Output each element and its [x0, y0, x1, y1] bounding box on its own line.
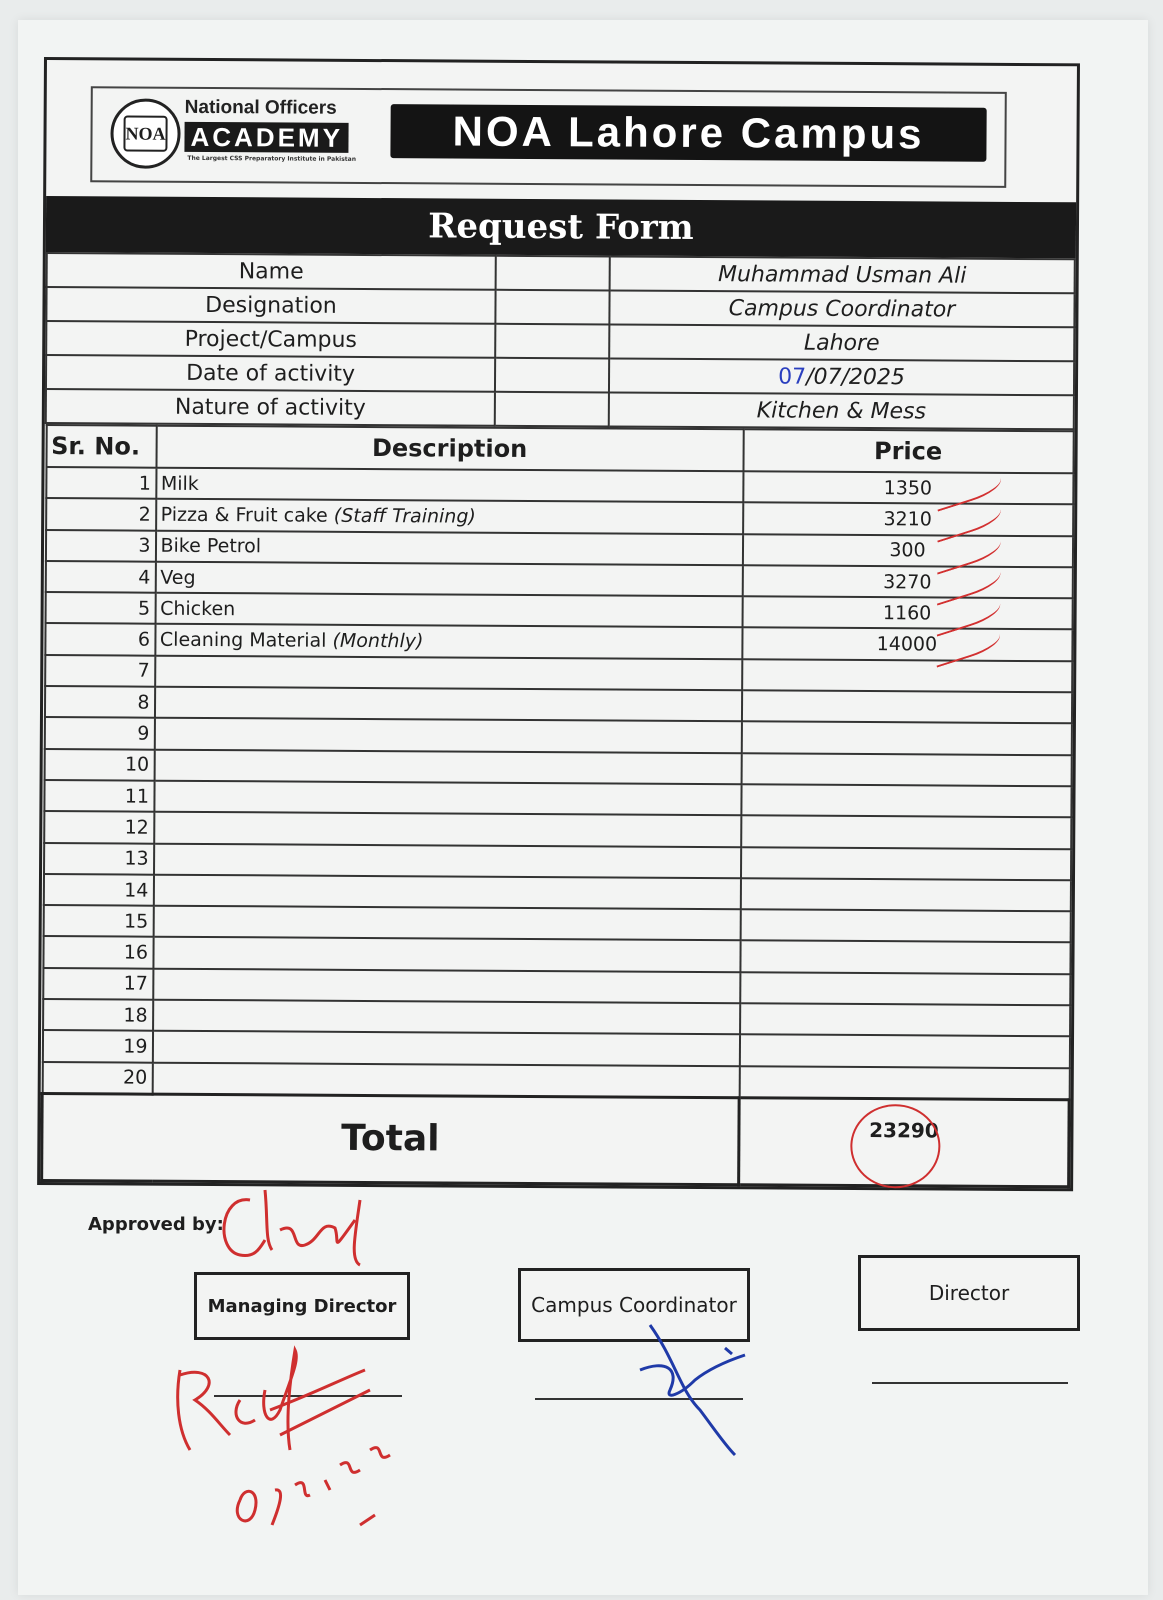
row-price	[740, 1003, 1070, 1036]
row-price	[740, 941, 1070, 974]
row-description	[156, 499, 743, 534]
row-number: 15	[43, 905, 153, 937]
info-blank-cell	[496, 256, 610, 291]
logo-org-name: National Officers	[184, 96, 337, 119]
row-price	[742, 565, 1072, 598]
row-price	[741, 784, 1071, 817]
row-number: 4	[45, 561, 155, 593]
row-description	[152, 1031, 739, 1066]
row-price	[741, 816, 1071, 849]
description-text: Pizza & Fruit cake	[160, 503, 334, 527]
items-header-row	[46, 425, 1073, 473]
total-value-cell	[739, 1098, 1070, 1187]
form-title: Request Form	[46, 196, 1076, 258]
row-description	[154, 687, 741, 722]
total-label: Total	[42, 1093, 740, 1184]
row-price	[742, 659, 1072, 692]
director-label: Director	[928, 1281, 1010, 1305]
banner-frame	[90, 86, 1007, 188]
director-signature-line	[872, 1382, 1068, 1384]
row-price	[742, 596, 1072, 629]
info-value	[609, 358, 1074, 395]
row-price	[740, 878, 1070, 911]
info-blank-cell	[495, 358, 609, 393]
items-table	[40, 424, 1075, 1188]
row-number: 20	[42, 1062, 152, 1094]
row-number: 3	[45, 530, 155, 562]
header-banner	[46, 60, 1077, 202]
info-value: Kitchen & Mess	[609, 392, 1074, 429]
row-description	[155, 530, 742, 565]
seal-text: NOA	[123, 115, 167, 151]
price-value: 3210	[883, 508, 932, 531]
row-description	[154, 749, 741, 784]
info-label: Date of activity	[46, 355, 495, 392]
info-value: Muhammad Usman Ali	[610, 256, 1075, 293]
price-header: Price	[743, 429, 1073, 473]
row-number: 6	[45, 624, 155, 656]
row-description	[154, 812, 741, 847]
description-text: Veg	[160, 566, 196, 589]
info-table	[45, 252, 1076, 430]
info-label: Nature of activity	[46, 389, 495, 426]
handwritten-day: 07	[778, 363, 807, 390]
description-header: Description	[156, 426, 743, 472]
approval-signature	[210, 1180, 380, 1270]
row-number: 5	[45, 592, 155, 624]
total-value: 23290	[869, 1117, 939, 1143]
info-row	[46, 389, 1074, 429]
row-number: 9	[44, 717, 154, 749]
row-description	[155, 624, 742, 659]
description-text: Bike Petrol	[160, 534, 262, 558]
campus-coordinator-label: Campus Coordinator	[531, 1293, 737, 1317]
row-number: 18	[43, 999, 153, 1031]
row-price	[741, 690, 1071, 723]
red-circle-mark	[850, 1104, 941, 1189]
row-price	[741, 722, 1071, 755]
row-description	[154, 843, 741, 878]
row-description	[153, 875, 740, 910]
info-blank-cell	[495, 324, 609, 359]
description-note: (Monthly)	[332, 629, 424, 653]
row-price	[740, 847, 1070, 880]
row-number: 19	[42, 1030, 152, 1062]
row-price	[739, 1035, 1069, 1068]
description-text: Cleaning Material	[159, 628, 333, 652]
row-description	[155, 593, 742, 628]
row-price	[743, 503, 1073, 536]
row-description	[155, 655, 742, 690]
noa-seal-logo	[110, 98, 180, 168]
row-description	[154, 718, 741, 753]
row-number: 7	[45, 655, 155, 687]
row-price	[743, 471, 1073, 504]
row-number: 1	[46, 467, 156, 499]
row-number: 8	[44, 686, 154, 718]
row-price	[740, 909, 1070, 942]
row-description	[156, 468, 743, 503]
managing-director-box	[194, 1272, 410, 1340]
managing-director-label: Managing Director	[207, 1295, 397, 1317]
approved-by-label: Approved by:	[88, 1214, 224, 1235]
row-number: 14	[43, 874, 153, 906]
info-value: Campus Coordinator	[609, 290, 1074, 327]
row-number: 16	[43, 936, 153, 968]
campus-title: NOA Lahore Campus	[390, 104, 986, 162]
row-description	[153, 906, 740, 941]
director-box	[858, 1255, 1080, 1331]
row-description	[155, 562, 742, 597]
row-number: 17	[43, 968, 153, 1000]
row-number: 12	[44, 811, 154, 843]
info-label: Project/Campus	[46, 321, 495, 358]
info-label: Designation	[46, 287, 495, 324]
info-blank-cell	[495, 290, 609, 325]
row-description	[153, 1000, 740, 1035]
logo-tagline: The Largest CSS Preparatory Institute in Pakistan	[187, 154, 357, 163]
row-description	[153, 937, 740, 972]
price-value: 1160	[882, 601, 932, 625]
logo-academy: ACADEMY	[184, 122, 349, 153]
description-text: Chicken	[160, 597, 236, 621]
row-number: 11	[44, 780, 154, 812]
row-price	[741, 753, 1071, 786]
price-value: 14000	[876, 633, 938, 656]
row-number: 2	[46, 498, 156, 530]
price-value: 1350	[883, 476, 933, 500]
price-value: 300	[889, 539, 926, 562]
cc-signature	[620, 1320, 760, 1460]
sr-no-header: Sr. No.	[46, 425, 156, 468]
row-number: 13	[44, 843, 154, 875]
row-price	[742, 534, 1072, 567]
info-blank-cell	[495, 392, 609, 427]
row-price	[739, 1066, 1069, 1100]
total-row	[42, 1093, 1070, 1186]
row-price	[740, 972, 1070, 1005]
description-text: Milk	[160, 472, 199, 495]
md-signature	[160, 1340, 430, 1540]
row-price	[742, 628, 1072, 661]
row-description	[152, 1062, 739, 1097]
request-form	[37, 57, 1080, 1191]
price-value: 3270	[883, 570, 932, 593]
info-label: Name	[47, 253, 496, 290]
description-note: (Staff Training)	[333, 504, 476, 528]
row-description	[153, 968, 740, 1003]
date-rest: /07/2025	[806, 364, 906, 390]
row-number: 10	[44, 749, 154, 781]
row-description	[154, 781, 741, 816]
info-value: Lahore	[609, 324, 1074, 361]
